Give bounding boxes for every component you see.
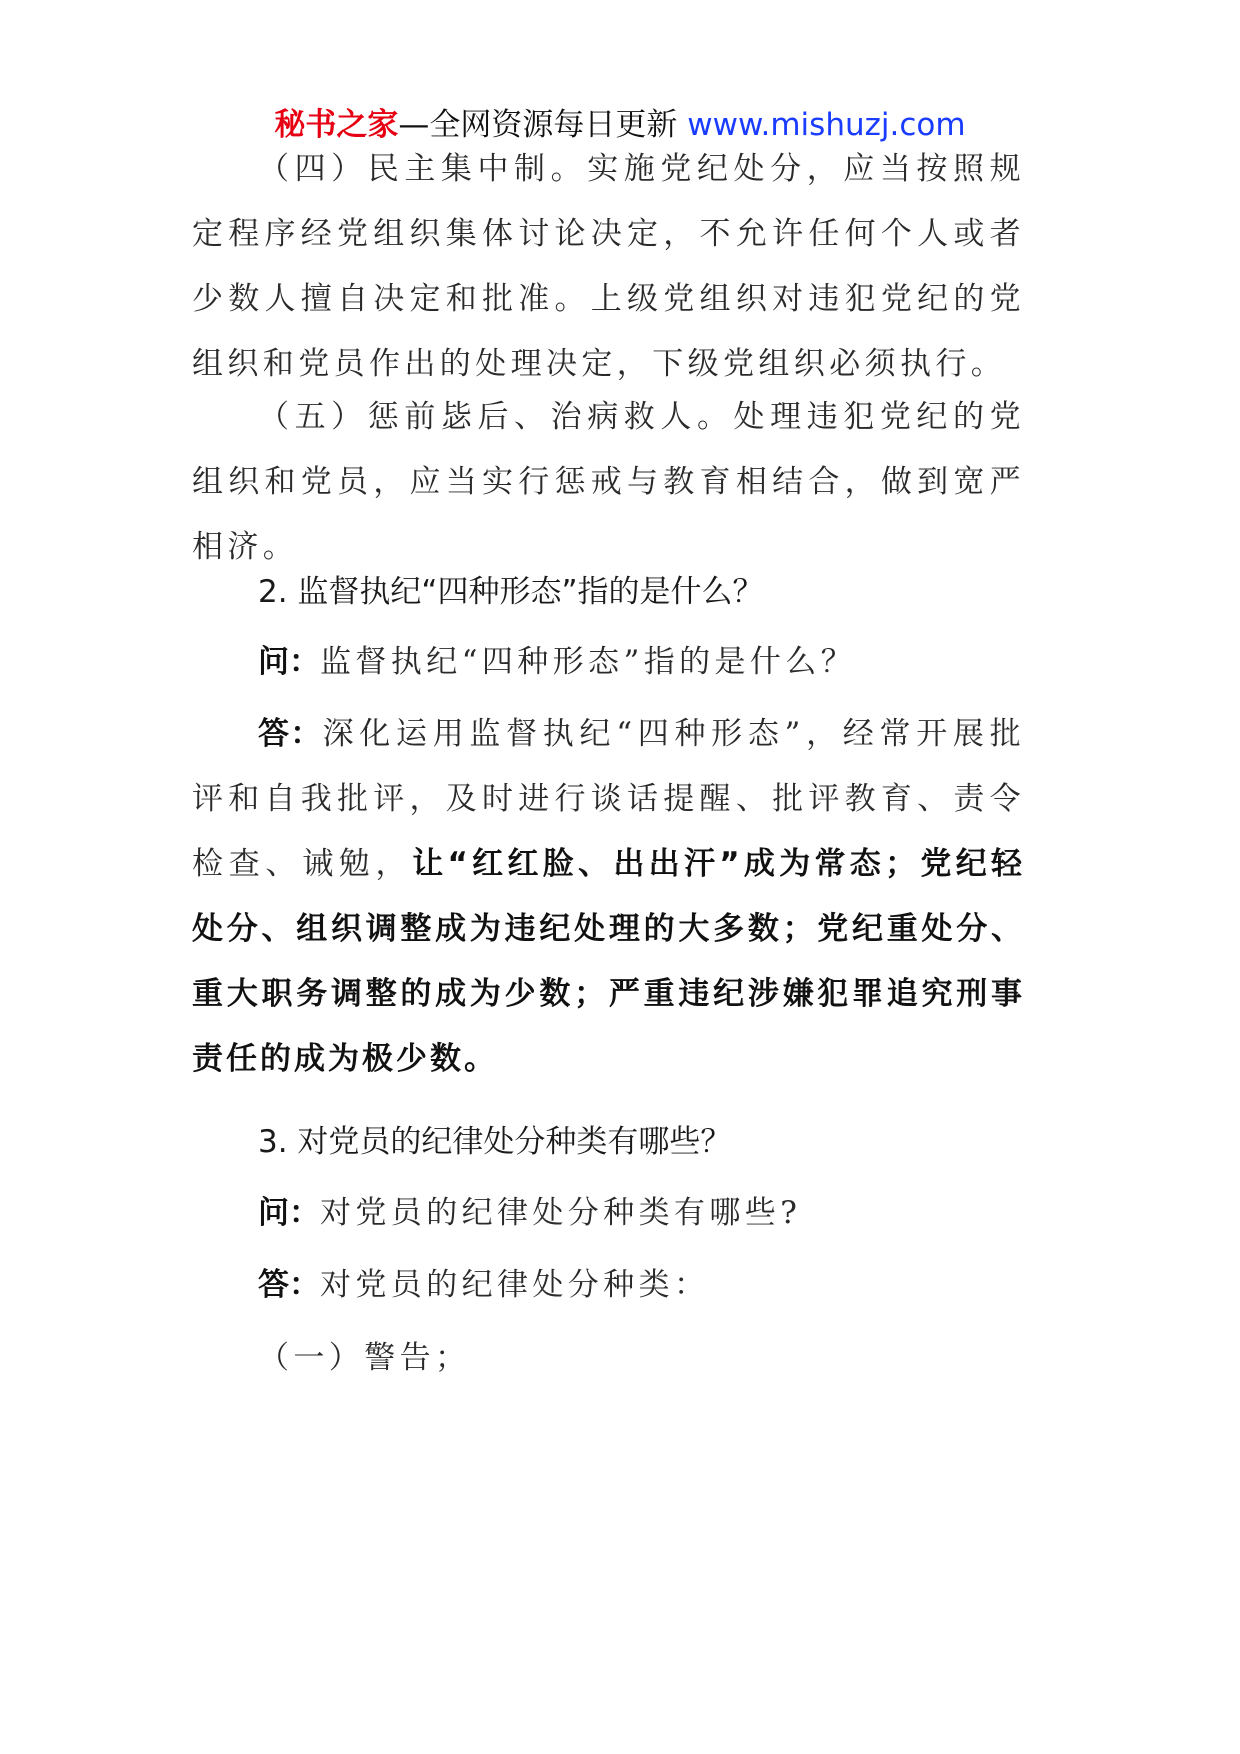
question-label: 问：	[258, 1195, 320, 1231]
question-3-heading: 3. 对党员的纪律处分种类有哪些？	[258, 1124, 732, 1160]
principle-five-paragraph	[192, 385, 1025, 580]
answer-paragraph	[192, 702, 1025, 1092]
question-2-heading: 2. 监督执纪“四种形态”指的是什么？	[258, 574, 764, 610]
principle-four-paragraph	[192, 137, 1025, 397]
answer-text: 对党员的纪律处分种类：	[320, 1267, 710, 1303]
question-text: 对党员的纪律处分种类有哪些?	[320, 1195, 802, 1231]
question-3-question	[258, 1188, 801, 1238]
question-label: 问：	[258, 644, 320, 680]
list-item-warning: （一）警告；	[258, 1340, 471, 1376]
question-2-question	[258, 637, 856, 687]
paragraph-principle-four: （四）民主集中制。实施党纪处分，应当按照规定程序经党组织集体讨论决定，不允许任何个人或者少数人擅自决定和批准。上级党组织对违犯党纪的党组织和党员作出的处理决定，下级党组织必须执行。	[192, 151, 1025, 382]
answer-bold-text: 让“红红脸、出出汗”成为常态；党纪轻处分、组织调整成为违纪处理的大多数；党纪重处分、重大职务调整的成为少数；严重违纪涉嫌犯罪追究刑事责任的成为极少数。	[192, 846, 1025, 1077]
answer-label: 答：	[258, 716, 323, 752]
answer-label: 答：	[258, 1267, 320, 1303]
brand-name: 秘书之家	[274, 107, 399, 143]
header-slogan: —全网资源每日更新	[398, 107, 678, 143]
paragraph-principle-five: （五）惩前毖后、治病救人。处理违犯党纪的党组织和党员，应当实行惩戒与教育相结合，做到宽严相济。	[192, 399, 1025, 565]
site-url[interactable]: www.mishuzj.com	[687, 107, 966, 143]
question-text: 监督执纪“四种形态”指的是什么？	[320, 644, 857, 680]
question-2-answer	[192, 702, 1025, 1092]
answer-plain-text: 深化运用监督执纪“四种形态”，经常开展批评和自我批评，及时进行谈话提醒、批评教育、责令检查、诫勉，	[192, 716, 1026, 882]
question-3-answer	[258, 1260, 709, 1310]
